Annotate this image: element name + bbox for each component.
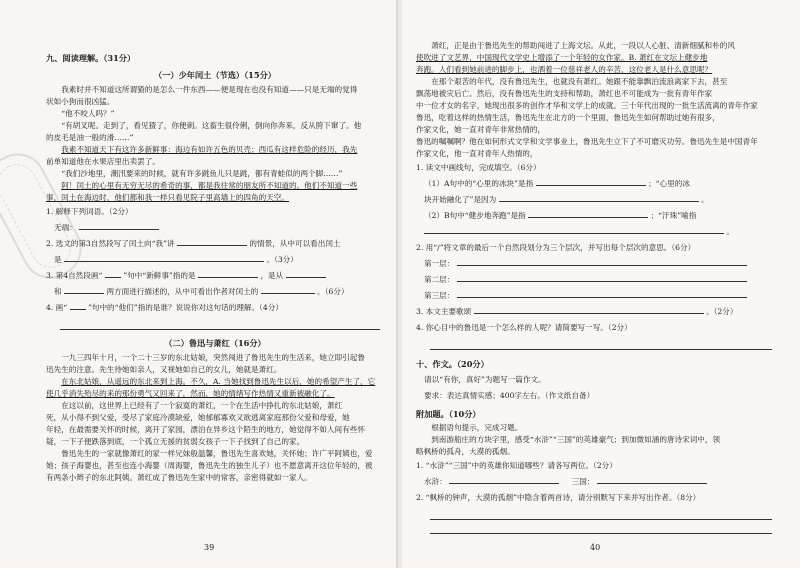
bonus-instruction: 根据语句提示，完成习题。 bbox=[431, 423, 523, 432]
answer-blank[interactable] bbox=[457, 288, 747, 298]
answer-blank[interactable] bbox=[474, 304, 704, 314]
answer-line[interactable] bbox=[430, 520, 772, 534]
passage-2-cont-para: 在那个艰苦的年代，没有鲁迅先生，也就没有萧红。她跟不能靠飘泊流浪离家下去，甚至 bbox=[431, 77, 728, 86]
passage-2-para-underlined: 在东北姑娘，从遥远的东北来到上海。不久，A. 当她找到鲁迅先生以后，她的希望产生了，它 bbox=[61, 377, 376, 386]
passage-1-para: 的皮毛是油一般的滑……” bbox=[46, 133, 134, 142]
passage-2-para: 疑，一下子便跌落到底，一个孤立无援的贫弱女孩子一下子找到了自己的家。 bbox=[46, 437, 305, 446]
question-2-2: 2. 用“/”将文章的最后一个自然段划分为三个层次，并写出每个层次的意思。（6分） bbox=[416, 243, 696, 252]
passage-2-cont-para: 作家文化，她一直对青年非常热情的， bbox=[416, 125, 546, 134]
question-2-4: 4. 你心目中的鲁迅是一个怎么样的人呢？请简要写一写。（2分） bbox=[416, 323, 632, 332]
bonus-question-2: 2. “枫桥的钟声，大漠的孤烟”中隐含着两首诗，请分别默写下来并写出作者。（8分） bbox=[416, 493, 701, 502]
question-2-1a: （1）A句中的“心里的冰块”是指 ；“心里的冰 bbox=[416, 176, 776, 192]
question-3: 3. 第4自然段画“ ”句中“新鲜事”指的是 ，是从 bbox=[46, 268, 384, 284]
question-2: 2. 选文的第3自然段写了闰土向“我”讲 的情景，从中可以看出闰土 bbox=[46, 236, 384, 252]
answer-line[interactable] bbox=[430, 506, 772, 520]
passage-2-para: 有两条小辫子的东北阿姨。萧红成了鲁迅先生家中的常客，亲密得就如一家人。 bbox=[46, 473, 312, 482]
answer-blank[interactable] bbox=[64, 252, 264, 262]
question-2-line: 是 。（3分） bbox=[46, 252, 384, 268]
passage-2-para: 一九三四年十月，一个二十三岁的东北姑娘，突然闯进了鲁迅先生的生活来，她立即引起鲁 bbox=[61, 353, 365, 362]
question-2-3: 3. 本文主要歌颂 。（2分） bbox=[416, 304, 776, 320]
question-3-line: 和 两方面进行描述的，从中可看出作者对闰土的 。（6分） bbox=[46, 284, 384, 300]
answer-blank[interactable] bbox=[261, 284, 315, 294]
answer-blank[interactable] bbox=[457, 256, 747, 266]
question-2-1a-cont: 块开始融化了”是因为 。 bbox=[416, 192, 776, 208]
answer-line[interactable] bbox=[430, 336, 772, 350]
answer-blank[interactable] bbox=[64, 284, 104, 294]
answer-blank[interactable] bbox=[457, 272, 747, 282]
passage-2-cont-para: 作家文化，他一直对青年人热情的， bbox=[416, 149, 538, 158]
bonus-text: 到南游船庄的方块字里，感受“水浒”“三国”的英雄豪气；到加微如涵的唐诗宋词中，领 bbox=[431, 435, 721, 444]
passage-2-title: （二）鲁迅与萧红（16分） bbox=[164, 338, 266, 348]
question-2-1b: （2）B句中“健步地奔跑”是指 ；“汗珠”喻指 bbox=[416, 208, 776, 224]
essay-prompt: 请以“有你，真好”为题写一篇作文。 bbox=[424, 375, 546, 384]
passage-2-cont-para: 飘荡地被灾后亡。然后，没有鲁迅先生的支持和帮助，萧红也不可能成为一批有青年作家 bbox=[416, 89, 713, 98]
section-10-heading: 十、作文。（20分） bbox=[416, 359, 489, 369]
answer-blank[interactable] bbox=[70, 300, 86, 310]
passage-1-para-underlined: 事，闰土在海边时，他们都和我一样只看见院子里高墙上的四角的天空。 bbox=[46, 193, 289, 202]
passage-1-para-underlined: 我素不知道天下有这许多新鲜事：海边有如许五色的贝壳；西瓜有这样危险的经历，我先 bbox=[61, 145, 358, 154]
passage-2-para: 她；孩子海婴也，甚至也连小海婴（周海婴，鲁迅先生的独生儿子）也不愿意离开这位年轻的，被 bbox=[46, 461, 373, 470]
passage-2-para: 年轻，在最需要关怀的时候，离开了家园，漂泊在异乡这个陌生的地方，她觉得不如人间有些怀 bbox=[46, 425, 365, 434]
answer-blank[interactable] bbox=[499, 192, 699, 202]
layer-2: 第二层： bbox=[416, 272, 776, 288]
passage-2-para-underlined: 使几乎消失殆尽的来的那份勇气又回来了，然而，她的情绪写作热情又重新被融化了。 bbox=[46, 389, 335, 398]
answer-blank[interactable] bbox=[424, 224, 724, 234]
question-1-line: 无端： bbox=[46, 220, 384, 236]
answer-blank[interactable] bbox=[597, 474, 707, 484]
essay-requirements: 要求：表达真情实感；400字左右。（作文纸自备） bbox=[424, 391, 595, 400]
bonus-text: 略枫桥的孤舟，大漠的孤烟。 bbox=[416, 447, 515, 456]
passage-1-para-underlined: 阿！闰土的心里有无穷无尽的希奇的事，都是我往常的朋友所不知道的。他们不知道一些 bbox=[61, 181, 358, 190]
passage-2-cont-para-underlined: 奔跑。人们看到她前进的脚步上，也洒着一位慈祥老人的辛苦，这位老人是什么意思呢？ bbox=[416, 65, 713, 74]
passage-1-para: “我们沙地里，潮汛要来的时候，就有许多跳鱼儿只是跳，都有青蛙似的两个脚……” bbox=[61, 169, 343, 178]
passage-2-para: 死，从小得不到父爱，受尽了家庭冷漠缺爱，她郁郁寡欢又欲逃离家庭那份父爱和母爱，她 bbox=[46, 413, 350, 422]
passage-1-para: “他不咬人吗？” bbox=[61, 109, 115, 118]
section-9-heading: 九、阅读理解。（31分） bbox=[46, 53, 136, 63]
passage-1-para: 前单知道他在水果店里出卖罢了。 bbox=[46, 157, 160, 166]
question-1: 1. 解释下列词语。（2分） bbox=[46, 207, 133, 216]
page-number: 40 bbox=[590, 543, 601, 552]
answer-blank[interactable] bbox=[79, 220, 159, 230]
passage-2-cont-para: 鲁迅，吃着这样的热情生活，鲁迅先生在北方的一个里面，鲁迅先生如何帮助过她有很多， bbox=[416, 113, 720, 122]
passage-2-cont-para: 鲁迅的嘱嘱啊？他在如何形式文学和文学事业上，鲁迅先生立下了不可磨灭功劳。鲁迅先生是中国青年 bbox=[416, 137, 758, 146]
page-40 bbox=[402, 0, 800, 568]
passage-1-title: （一）少年闰土（节选）（15分） bbox=[154, 70, 276, 80]
page-number: 39 bbox=[204, 543, 215, 552]
answer-blank[interactable] bbox=[449, 474, 559, 484]
answer-blank[interactable] bbox=[286, 268, 326, 278]
answer-blank[interactable] bbox=[105, 268, 121, 278]
passage-2-para: 在这以前，这世界上已经有了一个寂寞的萧红，一个在生活中挣扎的东北姑娘，萧红 bbox=[61, 401, 343, 410]
answer-line[interactable] bbox=[60, 316, 380, 330]
answer-blank[interactable] bbox=[177, 236, 247, 246]
answer-blank[interactable] bbox=[528, 208, 648, 218]
answer-blank[interactable] bbox=[198, 268, 258, 278]
passage-2-para: 迅先生的注意。先生待她如亲人，又视她如自己的女儿，她就是萧红。 bbox=[46, 365, 282, 374]
answer-blank[interactable] bbox=[536, 176, 646, 186]
passage-2-cont-para: 中一位才女的名字，她现出很多的创作才华和文学上的成就。三十年代出现的一批生活流离的青年作家 bbox=[416, 101, 758, 110]
passage-2-cont-para: 萧红，正是由于鲁迅先生的帮助闯进了上海文坛。从此，一段以人心脏、清新细腻和朴的风 bbox=[431, 41, 735, 50]
question-2-1: 1. 读文中画线句，完成填空。（6分） bbox=[416, 163, 541, 172]
passage-1-para: “有胡叉呢。走到了，看见猹了，你便刺。这畜生很伶俐，倒向你奔来，反从胯下窜了。他 bbox=[61, 121, 362, 130]
passage-2-para: 鲁迅先生的一家就像萧红的家一样兄妹般温馨，鲁迅先生喜欢她，关怀她；许广平阿姨也，爱 bbox=[61, 449, 373, 458]
passage-2-cont-para-underlined: 使吹进了文艺界，中国现代文学史上增添了一个年轻的女作家。B. 萧红在文坛上健步地 bbox=[416, 53, 708, 62]
passage-1-para: 状如小狗而很凶猛。 bbox=[46, 97, 115, 106]
layer-3: 第三层： bbox=[416, 288, 776, 304]
bonus-heading: 附加题。（10分） bbox=[416, 409, 481, 419]
layer-1: 第一层： bbox=[416, 256, 776, 272]
passage-1-para: 我素时并不知道这所谓猹的是怎么一件东西——便是现在也没有知道——只是无端的觉得 bbox=[61, 85, 358, 94]
bonus-question-1: 1. “水浒”“三国”中的英雄你知道哪些？请各写两位。（2分） bbox=[416, 461, 617, 470]
shuihu-answer: 水浒： 三国： bbox=[416, 474, 776, 490]
question-4: 4. 画“ ”句中的“他们”指的是谁？说说你对这句话的理解。（4分） bbox=[46, 300, 384, 316]
question-2-1b-cont: 。 bbox=[416, 224, 776, 240]
